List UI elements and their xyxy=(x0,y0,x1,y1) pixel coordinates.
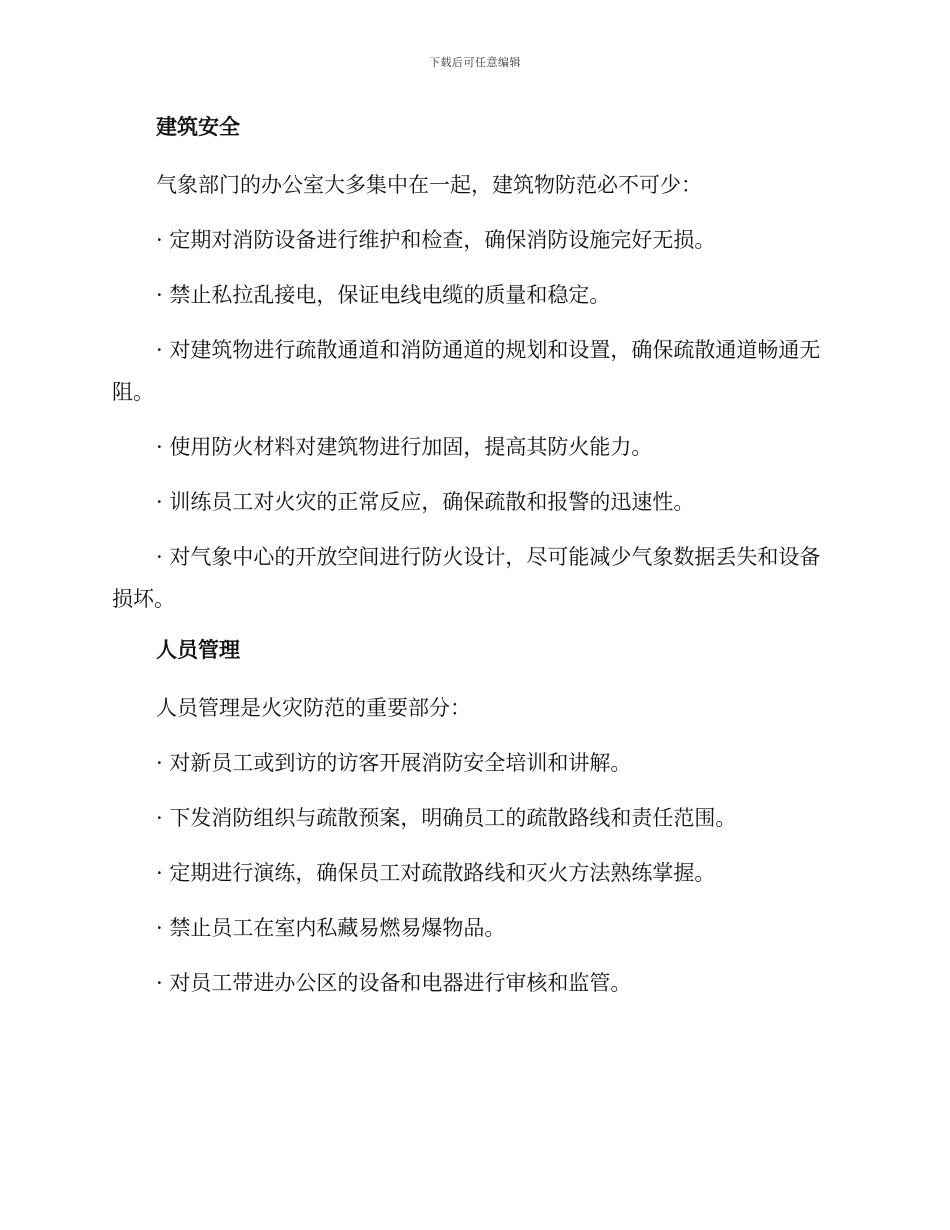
list-item: · 对建筑物进行疏散通道和消防通道的规划和设置，确保疏散通道畅通无阻。 xyxy=(112,338,821,404)
list-item: · 下发消防组织与疏散预案，明确员工的疏散路线和责任范围。 xyxy=(156,806,737,830)
list-item: · 禁止私拉乱接电，保证电线电缆的质量和稳定。 xyxy=(156,283,611,307)
document-body xyxy=(112,110,826,1017)
list-item: · 对气象中心的开放空间进行防火设计，尽可能减少气象数据丢失和设备损坏。 xyxy=(112,545,821,611)
section-intro: 人员管理是火灾防范的重要部分： xyxy=(156,696,471,720)
section-building-safety xyxy=(112,110,826,620)
list-item: · 对员工带进办公区的设备和电器进行审核和监管。 xyxy=(156,971,632,995)
list-item: · 定期进行演练，确保员工对疏散路线和灭火方法熟练掌握。 xyxy=(156,861,716,885)
section-heading: 建筑安全 xyxy=(156,115,240,139)
section-personnel-management xyxy=(112,633,826,1004)
list-item: · 定期对消防设备进行维护和检查，确保消防设施完好无损。 xyxy=(156,228,716,252)
list-item: · 对新员工或到访的访客开展消防安全培训和讲解。 xyxy=(156,751,632,775)
section-heading: 人员管理 xyxy=(156,638,240,662)
list-item: · 训练员工对火灾的正常反应，确保疏散和报警的迅速性。 xyxy=(156,490,695,514)
list-item: · 禁止员工在室内私藏易燃易爆物品。 xyxy=(156,916,506,940)
page-header: 下载后可任意编辑 xyxy=(429,56,521,69)
section-intro: 气象部门的办公室大多集中在一起，建筑物防范必不可少： xyxy=(156,173,702,197)
list-item: · 使用防火材料对建筑物进行加固，提高其防火能力。 xyxy=(156,435,653,459)
